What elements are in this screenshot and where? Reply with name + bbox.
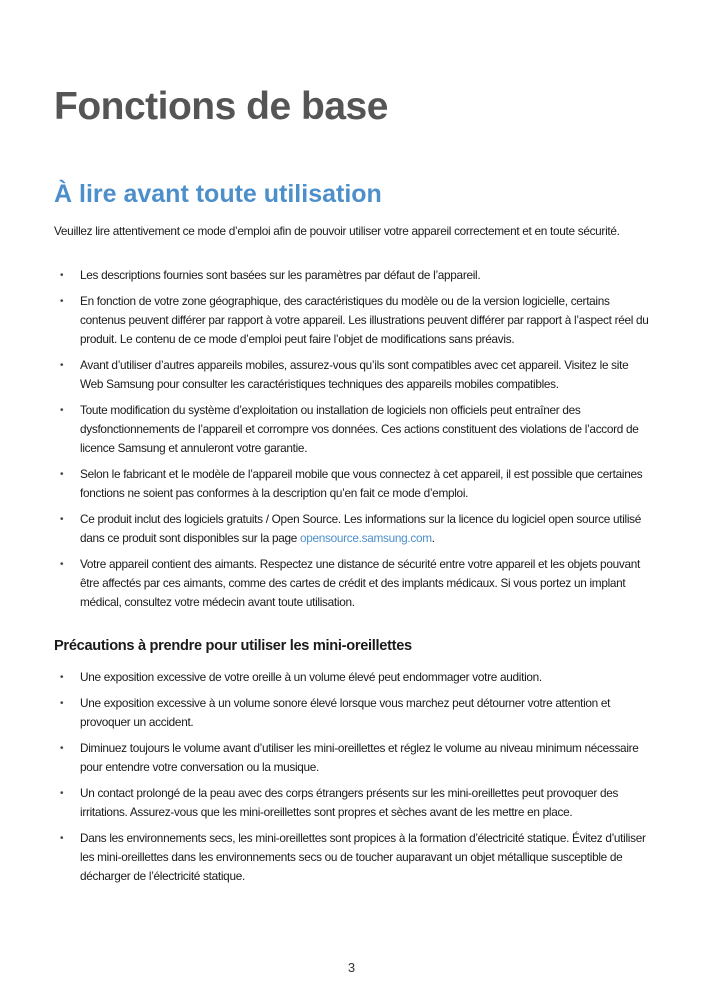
subsection-title: Précautions à prendre pour utiliser les mini-oreillettes <box>54 638 412 654</box>
bullet-icon: • <box>60 788 64 799</box>
list-item: • Selon le fabricant et le modèle de l’appareil mobile que vous connectez à cet appareil, il est possible que certaines fonctions ne soient pas conformes à la description qu’en fait ce mode d’emploi. <box>60 467 643 500</box>
chapter-title: Fonctions de base <box>54 85 388 128</box>
list-item: • Un contact prolongé de la peau avec des corps étrangers présents sur les mini-oreillettes peut provoquer des irritations. Assurez-vous que les mini-oreillettes sont propres et sèches avant de les mettre en place. <box>60 786 619 819</box>
bullet-icon: • <box>60 672 64 683</box>
list-item: • Une exposition excessive de votre oreille à un volume élevé peut endommager votre audition. <box>54 668 654 687</box>
list-item: • En fonction de votre zone géographique, des caractéristiques du modèle ou de la version logicielle, certains contenus peuvent différer par rapport à votre appareil. Les illustrations peuvent différer par rapport à l’aspect réel du produit. Le contenu de ce mode d’emploi peut faire l’objet de modifications sans préavis. <box>60 294 649 346</box>
bullet-icon: • <box>60 405 64 416</box>
list-item: • Toute modification du système d’exploitation ou installation de logiciels non officiels peut entraîner des dysfonctionnements de l’appareil et corrompre vos données. Ces actions constituent des violations de l’accord de licence Samsung et annuleront votre garantie. <box>60 403 639 455</box>
section-title: À lire avant toute utilisation <box>54 180 382 208</box>
list-item: • Les descriptions fournies sont basées sur les paramètres par défaut de l’appareil. <box>54 266 654 285</box>
bullet-icon: • <box>60 743 64 754</box>
list-item: • Dans les environnements secs, les mini-oreillettes sont propices à la formation d’électricité statique. Évitez d’utiliser les mini-oreillettes dans les environnements secs ou de toucher auparavant un objet métallique susceptible de décharger de l’électricité statique. <box>60 831 646 883</box>
list-item-opensource: • Ce produit inclut des logiciels gratuits / Open Source. Les informations sur la licence du logiciel open source utilisé dans ce produit sont disponibles sur la page opensource.samsung.com. <box>60 512 642 545</box>
list-item: • Votre appareil contient des aimants. Respectez une distance de sécurité entre votre appareil et les objets pouvant être affectés par ces aimants, comme des cartes de crédit et des implants médicaux. Si vous portez un implant médical, consultez votre médecin avant toute utilisation. <box>60 557 640 609</box>
bullet-icon: • <box>60 833 64 844</box>
bullet-icon: • <box>60 360 64 371</box>
bullet-icon: • <box>60 469 64 480</box>
bullet-icon: • <box>60 514 64 525</box>
bullet-icon: • <box>60 698 64 709</box>
list-item: • Une exposition excessive à un volume sonore élevé lorsque vous marchez peut détourner votre attention et provoquer un accident. <box>60 696 611 729</box>
page-number: 3 <box>347 960 356 975</box>
opensource-link[interactable]: opensource.samsung.com <box>299 531 432 545</box>
bullet-icon: • <box>60 270 64 281</box>
list-item: • Avant d’utiliser d’autres appareils mobiles, assurez-vous qu’ils sont compatibles avec cet appareil. Visitez le site Web Samsung pour consulter les caractéristiques techniques des appareils mobiles compatibles. <box>60 358 629 391</box>
list-item: • Diminuez toujours le volume avant d’utiliser les mini-oreillettes et réglez le volume au niveau minimum nécessaire pour entendre votre conversation ou la musique. <box>60 741 639 774</box>
intro-paragraph: Veuillez lire attentivement ce mode d’emploi afin de pouvoir utiliser votre appareil correctement et en toute sécurité. <box>54 224 620 238</box>
bullet-icon: • <box>60 296 64 307</box>
precautions-list <box>54 266 654 619</box>
earphones-precautions-list <box>54 668 654 893</box>
bullet-icon: • <box>60 559 64 570</box>
